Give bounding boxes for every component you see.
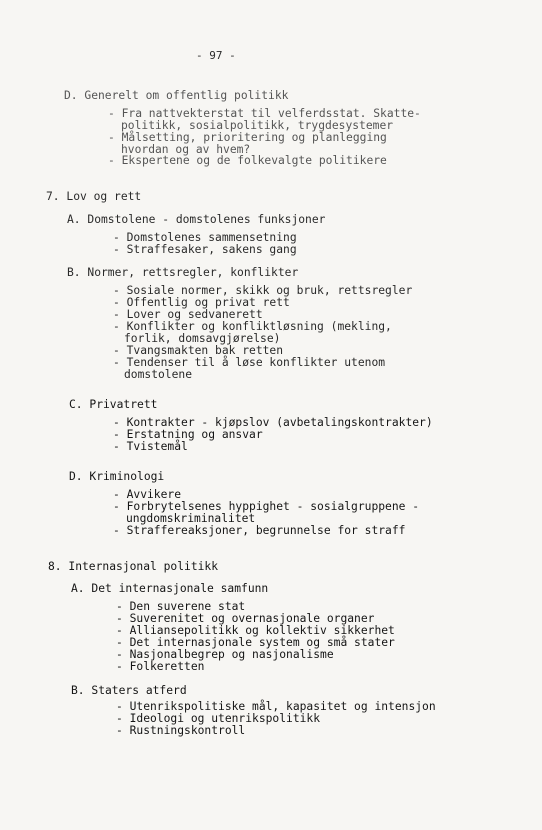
list-item: - Målsetting, prioritering og planlegging [108, 131, 387, 144]
chapter-heading: 7. Lov og rett [46, 190, 142, 203]
list-item: - Fra nattvekterstat til velferdsstat. Skatte- [108, 107, 421, 120]
list-item: domstolene [124, 368, 193, 381]
list-item: - Nasjonalbegrep og nasjonalisme [116, 648, 334, 661]
list-item: - Domstolenes sammensetning [113, 231, 297, 244]
list-item: - Folkeretten [116, 660, 205, 673]
list-item: - Den suverene stat [116, 600, 246, 613]
section-heading: C. Privatrett [69, 398, 158, 411]
list-item: - Straffereaksjoner, begrunnelse for straff [113, 524, 406, 537]
list-item: - Tendenser til å løse konflikter utenom [113, 356, 386, 369]
list-item: - Erstatning og ansvar [113, 428, 263, 441]
list-item: - Ideologi og utenrikspolitikk [116, 712, 321, 725]
page-number: - 97 - [196, 49, 236, 62]
list-item: - Forbrytelsenes hyppighet - sosialgruppene - [113, 500, 420, 513]
section-heading: A. Det internasjonale samfunn [71, 582, 269, 595]
list-item: - Straffesaker, sakens gang [113, 243, 297, 256]
list-item: - Avvikere [113, 488, 182, 501]
list-item: - Sosiale normer, skikk og bruk, rettsregler [113, 284, 413, 297]
list-item: ungdomskriminalitet [126, 512, 256, 525]
list-item: - Tvangsmakten bak retten [113, 344, 284, 357]
list-item: - Det internasjonale system og små stater [116, 636, 395, 649]
list-item: - Rustningskontroll [116, 724, 246, 737]
list-item: - Tvistemål [113, 440, 188, 453]
list-item: - Lover og sedvanerett [113, 308, 263, 321]
list-item: - Ekspertene og de folkevalgte politikere [108, 154, 387, 167]
list-item: - Offentlig og privat rett [113, 296, 290, 309]
list-item: forlik, domsavgjørelse) [124, 332, 281, 345]
section-heading: A. Domstolene - domstolenes funksjoner [67, 213, 326, 226]
list-item: politikk, sosialpolitikk, trygdesystemer [121, 119, 394, 132]
section-heading: B. Normer, rettsregler, konflikter [67, 266, 299, 279]
chapter-heading: 8. Internasjonal politikk [48, 560, 219, 573]
section-heading: B. Staters atferd [71, 684, 187, 697]
section-heading: D. Kriminologi [69, 470, 165, 483]
list-item: - Konflikter og konfliktløsning (mekling, [113, 320, 392, 333]
list-item: hvordan og av hvem? [121, 143, 251, 156]
list-item: - Kontrakter - kjøpslov (avbetalingskontrakter) [113, 416, 433, 429]
list-item: - Alliansepolitikk og kollektiv sikkerhet [116, 624, 395, 637]
list-item: - Utenrikspolitiske mål, kapasitet og intensjon [116, 700, 436, 713]
section-heading: D. Generelt om offentlig politikk [64, 89, 289, 102]
list-item: - Suverenitet og overnasjonale organer [116, 612, 375, 625]
